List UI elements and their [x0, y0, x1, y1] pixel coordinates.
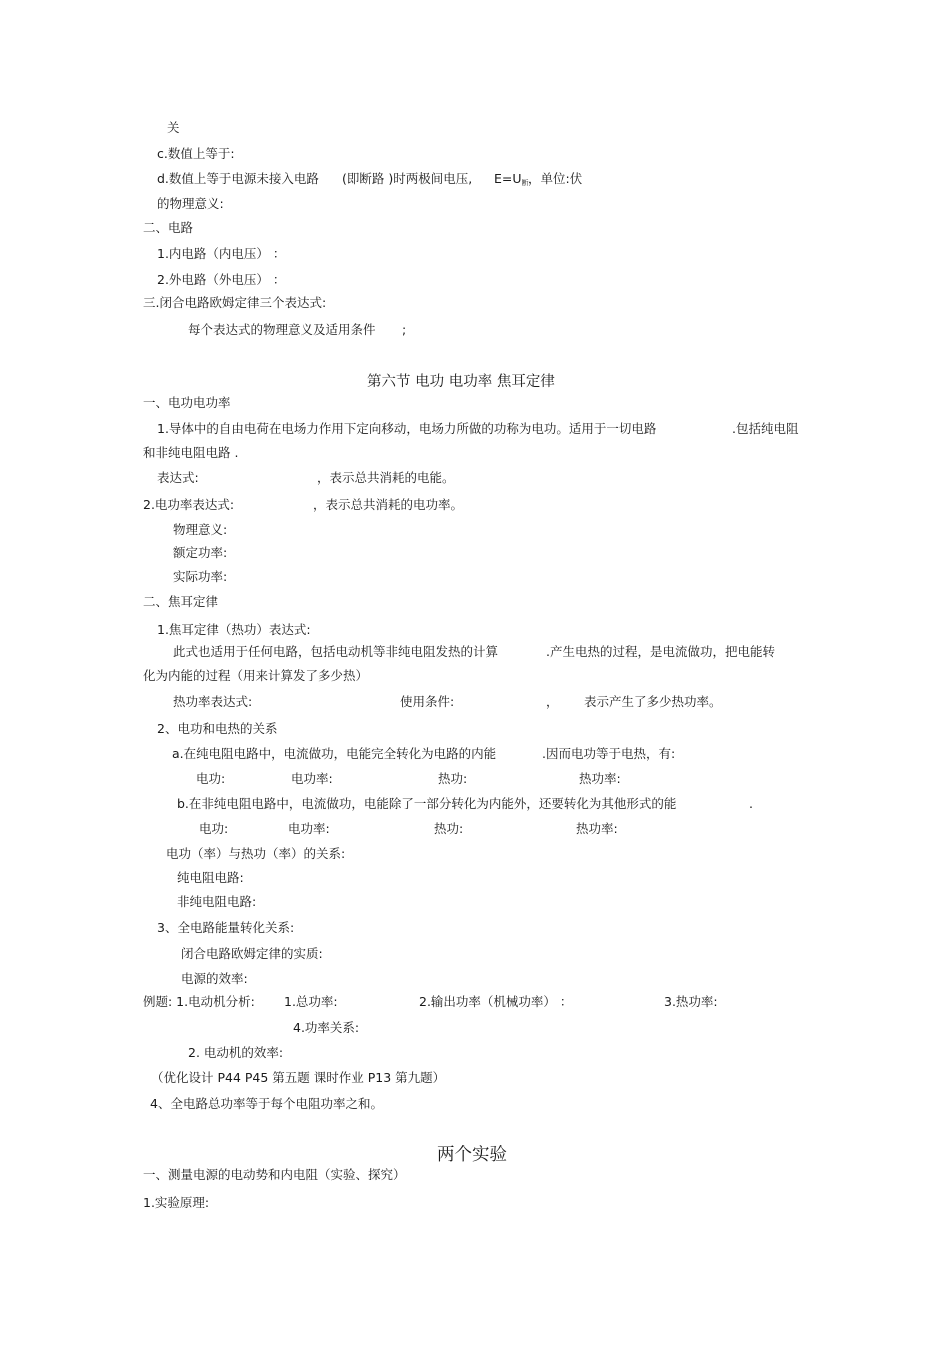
power-expression-label: 2.电功率表达式: [143, 497, 235, 512]
section-title: 第六节 电功 电功率 焦耳定律 [367, 374, 555, 390]
joule-note-text: 此式也适用于任何电路，包括电动机等非纯电阻发热的计算 [173, 644, 499, 659]
motor-efficiency: 2. 电动机的效率: [188, 1045, 284, 1060]
reference-note: （优化设计 P44 P45 第五题 课时作业 P13 第九题） [151, 1070, 446, 1085]
total-power-label: 1.总功率: [284, 994, 338, 1009]
emf-formula [494, 171, 529, 191]
experiments-title: 两个实验 [437, 1145, 507, 1165]
nonpure-resistance-end: . [749, 796, 753, 811]
heat-power-note: 表示产生了多少热功率。 [584, 694, 722, 709]
rated-power: 额定功率: [173, 545, 228, 560]
item-d-text: d.数值上等于电源未接入电路 [157, 171, 319, 186]
experiment-1-heading: 一、测量电源的电动势和内电阻（实验、探究） [143, 1167, 406, 1182]
experiment-principle: 1.实验原理: [143, 1195, 210, 1210]
part1-heading: 一、电功电功率 [143, 395, 231, 410]
actual-power: 实际功率: [173, 569, 228, 584]
joule-note-cont: .产生电热的过程，是电流做功，把电能转 [546, 644, 775, 659]
nonpure-resistance-case [177, 796, 753, 812]
pure-resistance-case [172, 746, 676, 762]
pure-circuit: 纯电阻电路: [177, 870, 244, 885]
inner-circuit: 1.内电路（内电压） ： [157, 246, 286, 261]
example-label: 例题: 1.电动机分析: [143, 994, 255, 1009]
work-expression [157, 470, 455, 486]
heat-power-row [173, 694, 722, 710]
power-relation: 4.功率关系: [293, 1020, 360, 1035]
pure-heatp-label: 热功率: [579, 771, 621, 786]
emf-subscript: 断 [521, 179, 529, 187]
nonpure-heatp-label: 热功率: [576, 821, 618, 836]
work-heat-relation: 2、电功和电热的关系 [157, 721, 278, 736]
outer-circuit: 2.外电路（外电压） ： [157, 272, 286, 287]
part2-heading: 二、焦耳定律 [143, 594, 219, 609]
pure-terms-row [196, 771, 621, 787]
heat-power-label: 热功率表达式: [173, 694, 253, 709]
item-d-paren: (即断路 )时两极间电压, [342, 171, 473, 186]
total-power-statement: 4、全电路总功率等于每个电阻功率之和。 [150, 1096, 383, 1111]
work-definition-cont: .包括纯电阻 [732, 421, 799, 436]
ohm-law-note [188, 322, 407, 338]
work-definition-end: 和非纯电阻电路 . [143, 445, 239, 460]
pure-resistance-text: a.在纯电阻电路中，电流做功，电能完全转化为电路的内能 [172, 746, 497, 761]
nonpure-resistance-text: b.在非纯电阻电路中，电流做功，电能除了一部分转化为内能外，还要转化为其他形式的能 [177, 796, 677, 811]
nonpure-circuit: 非纯电阻电路: [177, 894, 257, 909]
pure-resistance-cont: .因而电功等于电热，有: [542, 746, 676, 761]
work-expression-note: ，表示总共消耗的电能。 [317, 470, 455, 485]
ohm-law-note-text: 每个表达式的物理意义及适用条件 [188, 322, 376, 337]
comma-separator: ， [546, 694, 559, 709]
nonpure-power-label: 电功率: [288, 821, 330, 836]
item-d [157, 171, 583, 187]
joule-note [173, 644, 775, 660]
power-expression [143, 497, 464, 513]
nonpure-terms-row [199, 821, 618, 837]
continued-text: 关 [167, 120, 180, 135]
nonpure-work-label: 电功: [199, 821, 229, 836]
heat-power-3-label: 3.热功率: [664, 994, 718, 1009]
source-efficiency: 电源的效率: [181, 971, 248, 986]
emf-unit: ，单位:伏 [528, 171, 583, 186]
section-circuit-heading: 二、电路 [143, 220, 194, 235]
ohm-law-expressions: 三.闭合电路欧姆定律三个表达式: [143, 295, 327, 310]
ohm-essence: 闭合电路欧姆定律的实质: [181, 946, 323, 961]
physical-meaning-2: 物理意义: [173, 522, 228, 537]
physical-meaning: 的物理意义: [157, 196, 224, 211]
example-row [143, 994, 718, 1010]
use-condition-label: 使用条件: [400, 694, 455, 709]
power-expression-note: ，表示总共消耗的电功率。 [313, 497, 464, 512]
item-c: c.数值上等于: [157, 146, 235, 161]
work-definition-text: 1.导体中的自由电荷在电场力作用下定向移动，电场力所做的功称为电功。适用于一切电路 [157, 421, 657, 436]
work-expression-label: 表达式: [157, 470, 199, 485]
pure-heat-label: 热功: [438, 771, 468, 786]
relation-title: 电功（率）与热功（率）的关系: [166, 846, 346, 861]
pure-work-label: 电功: [196, 771, 226, 786]
ohm-law-note-end: ; [402, 322, 407, 337]
emf-formula-text: E=U [494, 171, 522, 186]
energy-conversion: 3、全电路能量转化关系: [157, 920, 295, 935]
nonpure-heat-label: 热功: [434, 821, 464, 836]
joule-law: 1.焦耳定律（热功）表达式: [157, 622, 311, 637]
output-power-label: 2.输出功率（机械功率） ： [419, 994, 573, 1009]
joule-note-end: 化为内能的过程（用来计算发了多少热） [143, 668, 369, 683]
pure-power-label: 电功率: [291, 771, 333, 786]
work-definition [157, 421, 799, 437]
